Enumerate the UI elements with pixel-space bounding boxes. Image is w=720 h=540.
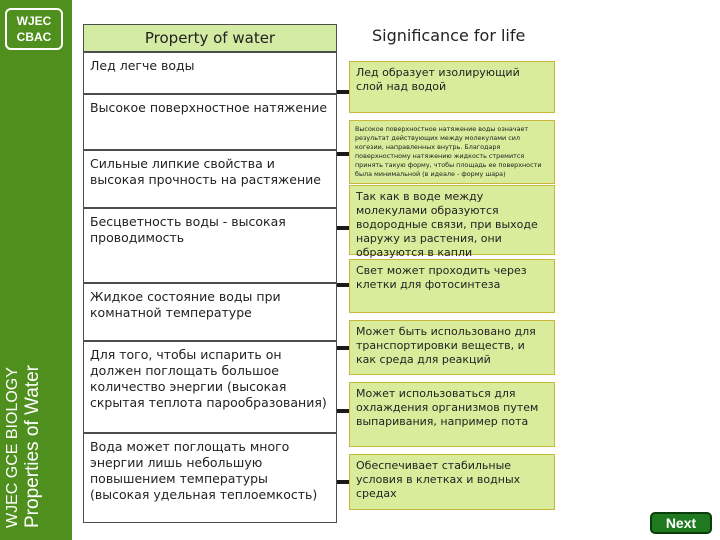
- significance-box: Обеспечивает стабильные условия в клетках и водных средах: [349, 454, 555, 510]
- property-cell: Лед легче воды: [83, 52, 337, 94]
- property-cell: Бесцветность воды - высокая проводимость: [83, 208, 337, 283]
- row-connector: [337, 226, 349, 230]
- course-title-line2: Properties of Water: [22, 365, 43, 528]
- property-cell: Вода может поглощать много энергии лишь небольшую повышением температуры (высокая удельная теплоемкость): [83, 433, 337, 523]
- logo-line1: WJEC: [16, 14, 52, 28]
- property-cell: Сильные липкие свойства и высокая прочность на растяжение: [83, 150, 337, 208]
- significance-header: Significance for life: [372, 26, 526, 45]
- row-connector: [337, 346, 349, 350]
- row-connector: [337, 480, 349, 484]
- course-title: [4, 128, 44, 528]
- property-header: Property of water: [83, 24, 337, 52]
- property-cell: Для того, чтобы испарить он должен поглощать большое количество энергии (высокая скрытая теплота парообразования): [83, 341, 337, 433]
- course-title-line1: WJEC GCE BIOLOGY: [4, 367, 21, 528]
- row-connector: [337, 152, 349, 156]
- significance-box: Свет может проходить через клетки для фотосинтеза: [349, 259, 555, 313]
- significance-box: Лед образует изолирующий слой над водой: [349, 61, 555, 113]
- property-cell: Жидкое состояние воды при комнатной температуре: [83, 283, 337, 341]
- significance-box: Так как в воде между молекулами образуются водородные связи, при выходе наружу из растения, они образуются в капли: [349, 185, 555, 255]
- wjec-cbac-logo: [5, 8, 63, 50]
- significance-box: Может быть использовано для транспортировки веществ, и как среда для реакций: [349, 320, 555, 375]
- significance-box: Высокое поверхностное натяжение воды означает результат действующих между молекулами сил когезии, направленных внутрь. Благодаря поверхностному натяжению жидкость стремится принять такую форму, чтобы площадь ее поверхности была минимальной (в идеале - форму шара): [349, 120, 555, 184]
- row-connector: [337, 90, 349, 94]
- logo-line2: CBAC: [16, 30, 52, 44]
- row-connector: [337, 409, 349, 413]
- sidebar: [0, 0, 72, 540]
- next-button[interactable]: Next: [650, 512, 712, 534]
- row-connector: [337, 283, 349, 287]
- significance-box: Может использоваться для охлаждения организмов путем выпаривания, например пота: [349, 382, 555, 447]
- property-cell: Высокое поверхностное натяжение: [83, 94, 337, 150]
